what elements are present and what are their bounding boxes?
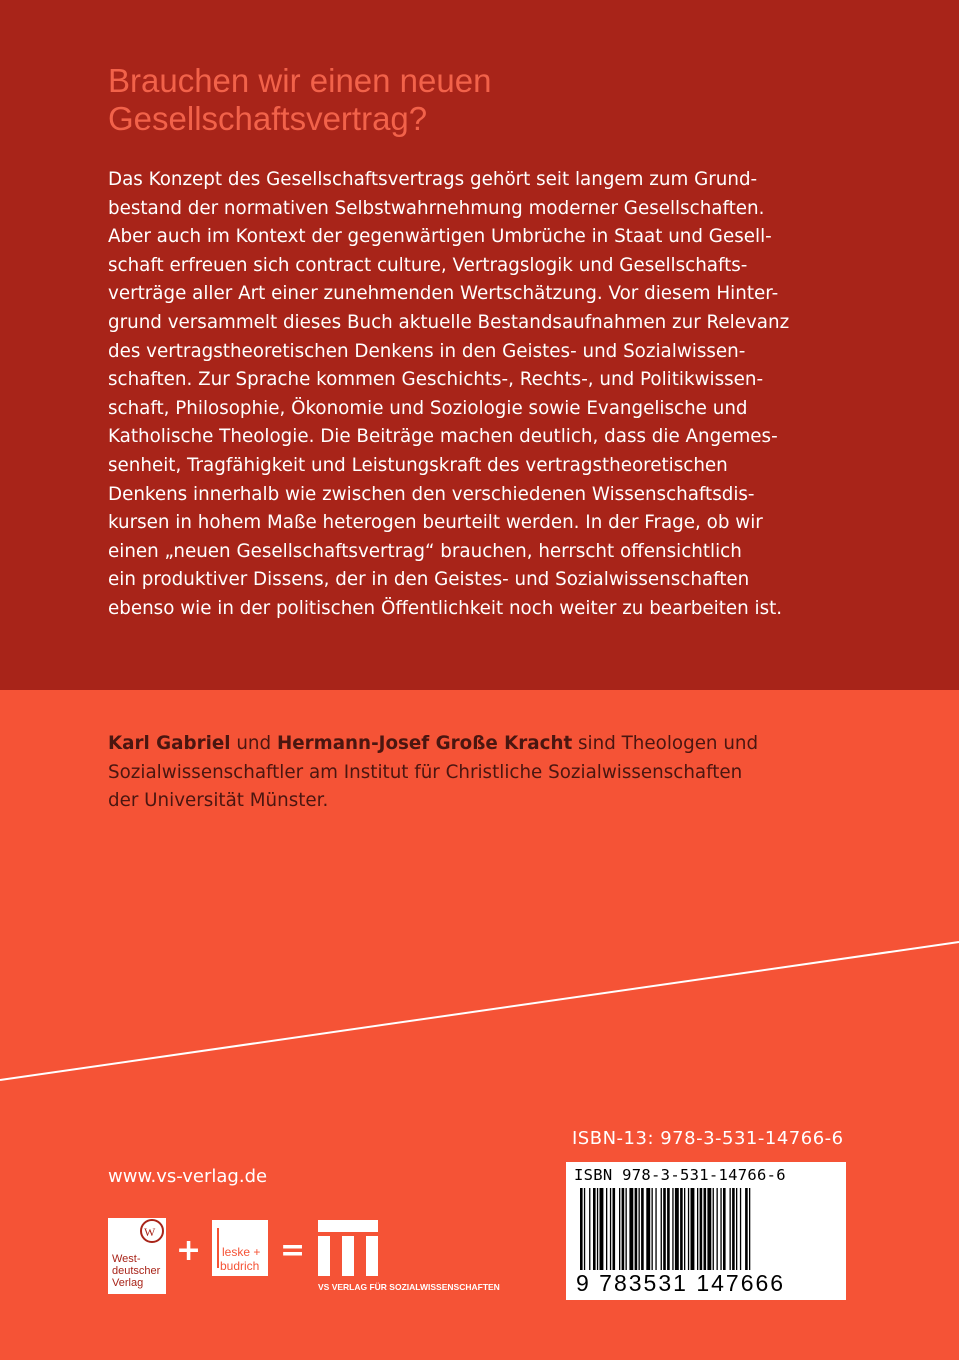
barcode-bar [652, 1188, 653, 1270]
barcode-bar [613, 1188, 616, 1270]
blurb-line: Aber auch im Kontext der gegenwärtigen Umbrüche in Staat und Gesell- [108, 226, 772, 248]
barcode-bar [619, 1188, 620, 1270]
westdeutscher-verlag-logo [108, 1218, 166, 1294]
barcode-bar [639, 1188, 640, 1270]
barcode-bar [655, 1188, 656, 1270]
barcode-bar [580, 1188, 583, 1270]
logo2-text: leske + [222, 1245, 261, 1259]
barcode-bar [597, 1188, 598, 1270]
barcode-bar [732, 1188, 735, 1270]
blurb-line: Katholische Theologie. Die Beiträge machen deutlich, dass die Angemes- [108, 426, 778, 448]
title-line: Brauchen wir einen neuen [108, 62, 492, 99]
blurb-line: schaft, Philosophie, Ökonomie und Soziologie sowie Evangelische und [108, 397, 748, 419]
author-conj: und [230, 733, 277, 754]
author-line: Sozialwissenschaftler am Institut für Christliche Sozialwissenschaften [108, 761, 743, 783]
barcode-bar [707, 1188, 711, 1270]
svg-text:W: W [144, 1225, 156, 1239]
barcode-bar [684, 1188, 685, 1270]
blurb-line: Das Konzept des Gesellschaftsvertrags gehört seit langem zum Grund- [108, 169, 758, 190]
logo1-text: deutscher [112, 1265, 161, 1277]
blurb-line: verträge aller Art einer zunehmenden Wertschätzung. Vor diesem Hinter- [108, 283, 779, 305]
barcode-bar [700, 1188, 703, 1270]
barcode-bar [717, 1188, 718, 1270]
barcode-bar [691, 1188, 695, 1270]
vs-verlag-logo [318, 1220, 500, 1292]
barcode-bar [704, 1188, 707, 1270]
leske-budrich-logo [212, 1220, 268, 1276]
author-line: der Universität Münster. [108, 790, 329, 812]
barcode-bar [646, 1188, 650, 1270]
blurb-line: einen „neuen Gesellschaftsvertrag“ brauchen, herrscht offensichtlich [108, 540, 742, 562]
barcode-bar [720, 1188, 721, 1270]
barcode-bar [730, 1188, 731, 1270]
barcode-bar [723, 1188, 726, 1270]
logo2-text: budrich [220, 1259, 260, 1273]
barcode-digits: 9 783531 147666 [576, 1270, 786, 1296]
barcode-bar [672, 1188, 673, 1270]
barcode-bar [749, 1188, 750, 1270]
isbn-barcode [566, 1162, 846, 1300]
barcode-bar [610, 1188, 611, 1270]
logo1-text: Verlag [112, 1277, 144, 1289]
author-name: Hermann-Josef Große Kracht [276, 733, 573, 754]
barcode-bar [680, 1188, 683, 1270]
plus-sign: + [176, 1233, 202, 1268]
barcode-bar [584, 1188, 585, 1270]
barcode-bar [736, 1188, 737, 1270]
blurb-line: ein produktiver Dissens, der in den Geistes- und Sozialwissenschaften [108, 569, 750, 591]
barcode-bar [641, 1188, 644, 1270]
blurb-line: schaften. Zur Sprache kommen Geschichts-, Rechts-, und Politikwissen- [108, 369, 764, 391]
publisher-url[interactable]: www.vs-verlag.de [108, 1166, 268, 1187]
barcode-bar [697, 1188, 698, 1270]
barcode-bar [688, 1188, 689, 1270]
logo1-text: West- [112, 1253, 141, 1265]
barcode-bar [626, 1188, 627, 1270]
barcode-bar [589, 1188, 590, 1270]
barcode-bar [593, 1188, 596, 1270]
isbn-label: ISBN-13: 978-3-531-14766-6 [572, 1128, 844, 1149]
barcode-bar [663, 1188, 666, 1270]
barcode-top-text: ISBN 978-3-531-14766-6 [574, 1166, 786, 1184]
blurb-line: bestand der normativen Selbstwahrnehmung moderner Gesellschaften. [108, 197, 765, 219]
blurb-line: des vertragstheoretischen Denkens in den Geistes- und Sozialwissen- [108, 340, 746, 362]
barcode-bar [661, 1188, 662, 1270]
barcode-bar [745, 1188, 748, 1270]
barcode-bar [600, 1188, 604, 1270]
barcode-bar [629, 1188, 633, 1270]
title-line: Gesellschaftsvertrag? [108, 100, 428, 137]
author-name: Karl Gabriel [108, 733, 231, 754]
blurb-line: schaft erfreuen sich contract culture, Vertragslogik und Gesellschafts- [108, 254, 748, 276]
vs-verlag-label: VS VERLAG FÜR SOZIALWISSENSCHAFTEN [318, 1282, 500, 1292]
publisher-logos [108, 1218, 578, 1308]
barcode-bar [635, 1188, 638, 1270]
blurb-line: Denkens innerhalb wie zwischen den verschiedenen Wissenschaftsdis- [108, 483, 755, 505]
barcode-bar [606, 1188, 607, 1270]
barcode-bar [667, 1188, 670, 1270]
blurb-line: senheit, Tragfähigkeit und Leistungskraft des vertragstheoretischen [108, 454, 728, 476]
equals-sign: = [280, 1233, 306, 1268]
barcode-bar [740, 1188, 741, 1270]
blurb-line: grund versammelt dieses Buch aktuelle Bestandsaufnahmen zur Relevanz [108, 311, 790, 333]
blurb-line: ebenso wie in der politischen Öffentlichkeit noch weiter zu bearbeiten ist. [108, 597, 783, 619]
author-desc: sind Theologen und [572, 733, 759, 754]
barcode-bar [675, 1188, 679, 1270]
blurb-line: kursen in hohem Maße heterogen beurteilt werden. In der Frage, ob wir [108, 512, 763, 534]
barcode-bar [713, 1188, 714, 1270]
barcode-bar [622, 1188, 625, 1270]
